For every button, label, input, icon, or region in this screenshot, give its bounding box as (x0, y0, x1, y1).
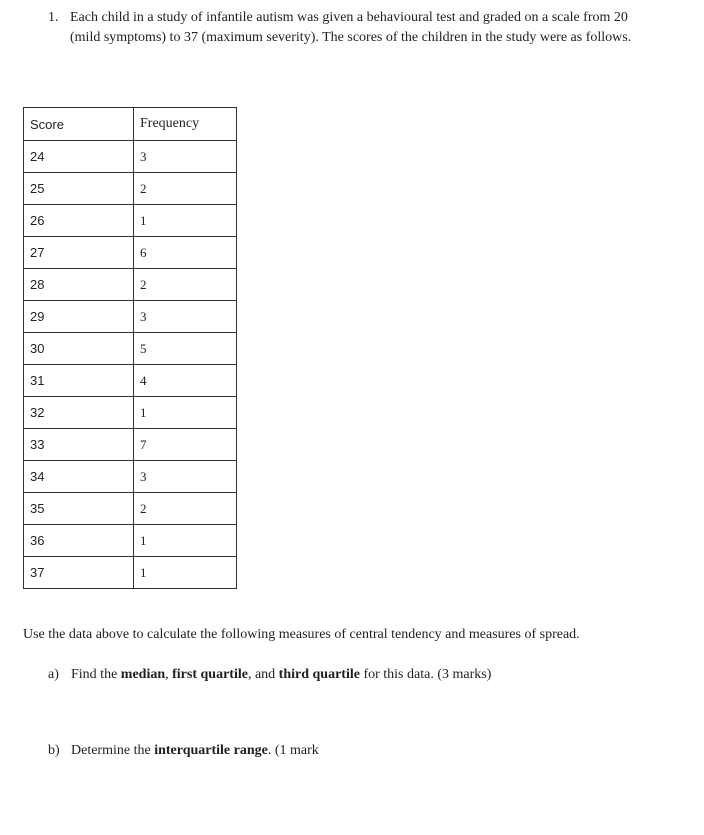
table-row (24, 365, 237, 397)
score-cell: 31 (24, 365, 134, 397)
frequency-cell: 1 (134, 205, 237, 237)
frequency-cell: 3 (134, 461, 237, 493)
table-row (24, 557, 237, 589)
table-row (24, 397, 237, 429)
table-header-row (24, 108, 237, 141)
table-row (24, 237, 237, 269)
score-cell: 26 (24, 205, 134, 237)
table-row (24, 493, 237, 525)
frequency-cell: 2 (134, 173, 237, 205)
frequency-cell: 1 (134, 397, 237, 429)
score-cell: 29 (24, 301, 134, 333)
score-cell: 33 (24, 429, 134, 461)
frequency-cell: 1 (134, 557, 237, 589)
score-cell: 28 (24, 269, 134, 301)
frequency-cell: 3 (134, 141, 237, 173)
score-cell: 25 (24, 173, 134, 205)
part-b-text: Determine the interquartile range. (1 mark (71, 743, 319, 758)
score-cell: 36 (24, 525, 134, 557)
frequency-cell: 7 (134, 429, 237, 461)
header-score: Score (24, 108, 134, 141)
frequency-cell: 2 (134, 269, 237, 301)
part-a-text: Find the median, first quartile, and third quartile for this data. (3 marks) (71, 667, 492, 682)
part-a (48, 665, 491, 685)
score-cell: 27 (24, 237, 134, 269)
table-row (24, 269, 237, 301)
part-b-letter: b) (48, 743, 60, 758)
frequency-cell: 5 (134, 333, 237, 365)
table-row (24, 333, 237, 365)
score-frequency-table (23, 107, 237, 589)
score-cell: 37 (24, 557, 134, 589)
score-cell: 35 (24, 493, 134, 525)
frequency-cell: 3 (134, 301, 237, 333)
table-row (24, 461, 237, 493)
score-cell: 24 (24, 141, 134, 173)
part-a-letter: a) (48, 667, 59, 682)
frequency-cell: 2 (134, 493, 237, 525)
instruction-text: Use the data above to calculate the following measures of central tendency and measures of spread. (23, 627, 580, 642)
table-row (24, 205, 237, 237)
score-cell: 34 (24, 461, 134, 493)
table-row (24, 525, 237, 557)
question-1 (48, 8, 648, 48)
question-number: 1. (48, 10, 59, 25)
frequency-cell: 4 (134, 365, 237, 397)
table-row (24, 429, 237, 461)
header-frequency: Frequency (134, 108, 237, 141)
part-b (48, 741, 319, 761)
question-text: Each child in a study of infantile autism was given a behavioural test and graded on a scale from 20 (mild symptoms) to 37 (maximum severity). The scores of the children in the study were as follows. (70, 10, 632, 45)
score-cell: 30 (24, 333, 134, 365)
score-cell: 32 (24, 397, 134, 429)
frequency-cell: 6 (134, 237, 237, 269)
table-row (24, 141, 237, 173)
table-row (24, 301, 237, 333)
table-row (24, 173, 237, 205)
frequency-cell: 1 (134, 525, 237, 557)
